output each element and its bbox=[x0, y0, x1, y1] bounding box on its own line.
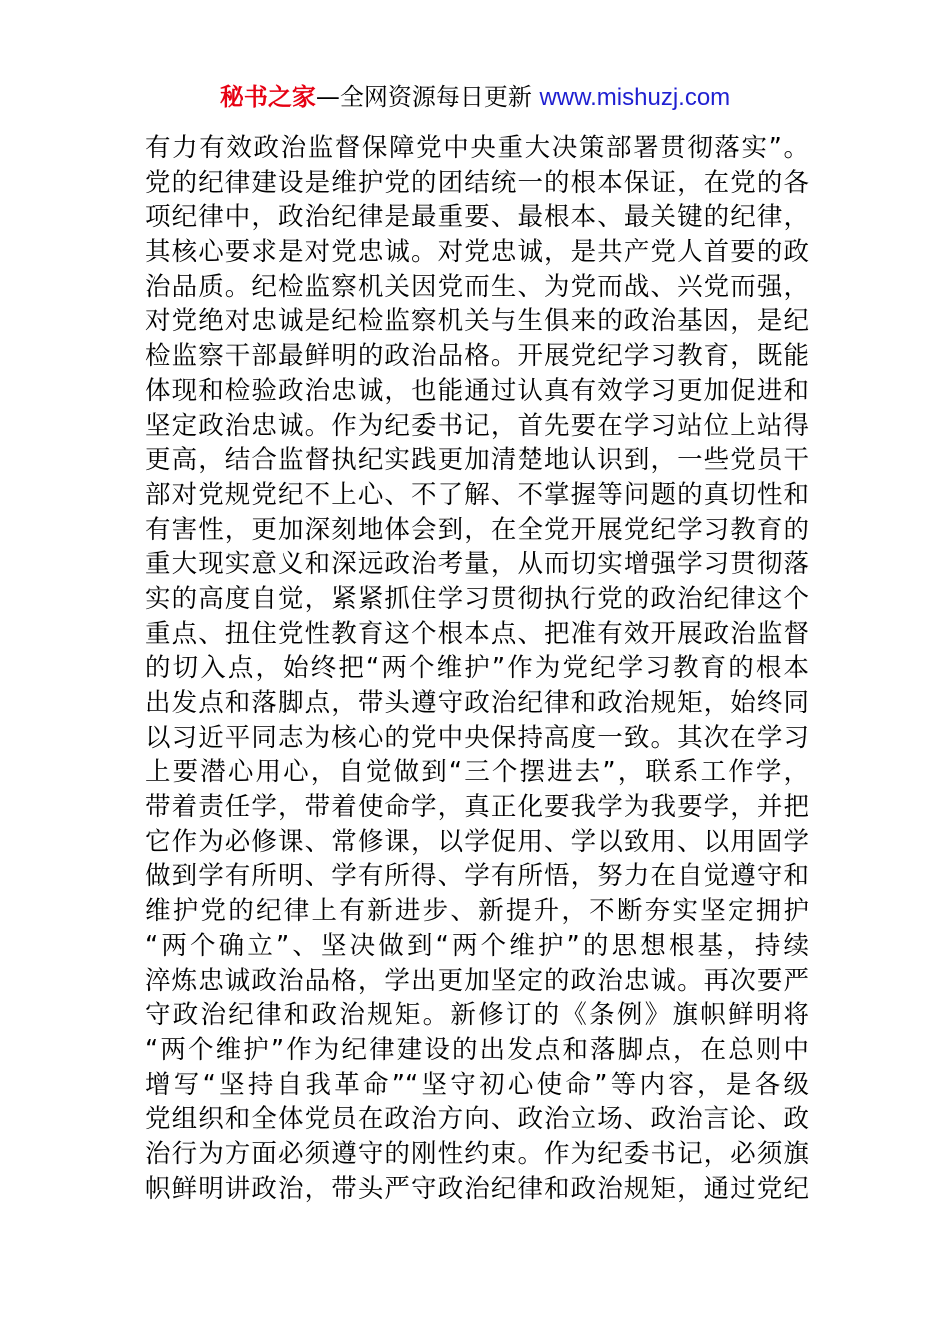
text-line: “两个确立”、坚决做到“两个维护”的思想根基，持续 bbox=[145, 930, 809, 961]
document-body bbox=[145, 131, 809, 1206]
text-line: 有害性，更加深刻地体会到，在全党开展党纪学习教育的 bbox=[145, 514, 809, 545]
text-line: 淬炼忠诚政治品格，学出更加坚定的政治忠诚。再次要严 bbox=[145, 965, 809, 996]
text-line: 重大现实意义和深远政治考量，从而切实增强学习贯彻落 bbox=[145, 549, 809, 580]
text-line: 体现和检验政治忠诚，也能通过认真有效学习更加促进和 bbox=[145, 375, 809, 406]
text-line: 更高，结合监督执纪实践更加清楚地认识到，一些党员干 bbox=[145, 445, 809, 476]
text-line: 上要潜心用心，自觉做到“三个摆进去”，联系工作学， bbox=[145, 757, 809, 788]
text-line: 做到学有所明、学有所得、学有所悟，努力在自觉遵守和 bbox=[145, 861, 809, 892]
text-line: 检监察干部最鲜明的政治品格。开展党纪学习教育，既能 bbox=[145, 341, 809, 372]
text-line: “两个维护”作为纪律建设的出发点和落脚点，在总则中 bbox=[145, 1034, 809, 1065]
text-line: 治品质。纪检监察机关因党而生、为党而战、兴党而强， bbox=[145, 271, 809, 302]
text-line: 维护党的纪律上有新进步、新提升，不断夯实坚定拥护 bbox=[145, 896, 809, 927]
text-line: 带着责任学，带着使命学，真正化要我学为我要学，并把 bbox=[145, 792, 809, 823]
text-line: 有力有效政治监督保障党中央重大决策部署贯彻落实”。 bbox=[145, 133, 809, 163]
text-line: 治行为方面必须遵守的刚性约束。作为纪委书记，必须旗 bbox=[145, 1138, 809, 1169]
text-line: 出发点和落脚点，带头遵守政治纪律和政治规矩，始终同 bbox=[145, 688, 809, 718]
text-line: 其核心要求是对党忠诚。对党忠诚，是共产党人首要的政 bbox=[145, 237, 809, 268]
text-line: 实的高度自觉，紧紧抓住学习贯彻执行党的政治纪律这个 bbox=[145, 583, 809, 614]
text-line: 项纪律中，政治纪律是最重要、最根本、最关键的纪律， bbox=[145, 202, 809, 233]
text-line: 它作为必修课、常修课，以学促用、学以致用、以用固学 bbox=[145, 826, 809, 857]
brand-name: 秘书之家 bbox=[219, 83, 316, 111]
text-line: 坚定政治忠诚。作为纪委书记，首先要在学习站位上站得 bbox=[145, 410, 809, 441]
text-line: 党的纪律建设是维护党的团结统一的根本保证，在党的各 bbox=[145, 167, 809, 198]
text-line: 的切入点，始终把“两个维护”作为党纪学习教育的根本 bbox=[145, 653, 809, 684]
text-line: 部对党规党纪不上心、不了解、不掌握等问题的真切性和 bbox=[145, 479, 809, 510]
site-header bbox=[0, 80, 950, 115]
text-line: 帜鲜明讲政治，带头严守政治纪律和政治规矩，通过党纪 bbox=[145, 1173, 809, 1204]
text-line: 重点、扭住党性教育这个根本点、把准有效开展政治监督 bbox=[145, 618, 809, 649]
text-line: 对党绝对忠诚是纪检监察机关与生俱来的政治基因，是纪 bbox=[145, 306, 809, 337]
text-line: 增写“坚持自我革命”“坚守初心使命”等内容，是各级 bbox=[145, 1069, 809, 1100]
header-tagline: —全网资源每日更新 bbox=[315, 83, 540, 111]
text-line: 守政治纪律和政治规矩。新修订的《条例》旗帜鲜明将 bbox=[145, 1000, 809, 1031]
text-line: 党组织和全体党员在政治方向、政治立场、政治言论、政 bbox=[145, 1104, 809, 1135]
text-line: 以习近平同志为核心的党中央保持高度一致。其次在学习 bbox=[145, 722, 809, 753]
site-url-link[interactable]: www.mishuzj.com bbox=[539, 84, 731, 111]
